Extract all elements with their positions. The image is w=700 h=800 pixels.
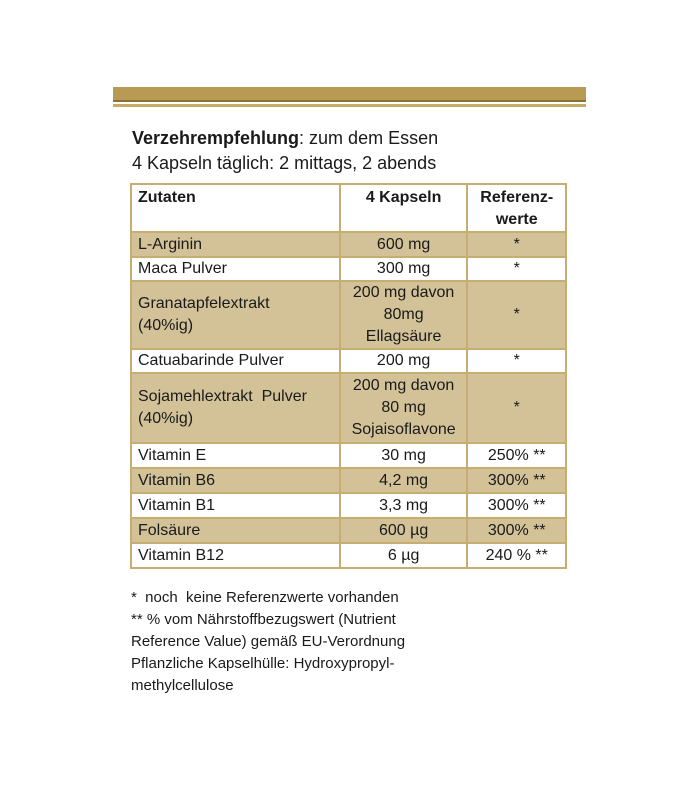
ingredient-name: Maca Pulver: [131, 257, 340, 281]
decorative-gold-bar: [113, 87, 586, 102]
ingredient-reference: 300% **: [467, 493, 566, 518]
ingredient-amount: 30 mg: [340, 443, 468, 468]
ingredient-name: Sojamehlextrakt Pulver (40%ig): [131, 373, 340, 443]
ingredient-reference: 300% **: [467, 468, 566, 493]
decorative-gold-line: [113, 104, 586, 107]
ingredient-amount: 200 mg davon 80 mg Sojaisoflavone: [340, 373, 468, 443]
table-row: [131, 257, 566, 281]
ingredient-name: Folsäure: [131, 518, 340, 543]
ingredient-name: Granatapfelextrakt (40%ig): [131, 281, 340, 349]
ingredient-name: Vitamin B6: [131, 468, 340, 493]
table-header-row: [131, 184, 566, 232]
ingredient-amount: 600 µg: [340, 518, 468, 543]
footnote-line: ** % vom Nährstoffbezugswert (Nutrient: [131, 611, 396, 628]
table-row: [131, 232, 566, 257]
dosage-recommendation: [132, 126, 438, 176]
ingredient-reference: *: [467, 349, 566, 373]
ingredients-table: [130, 183, 567, 569]
ingredient-name: Vitamin E: [131, 443, 340, 468]
ingredient-reference: *: [467, 373, 566, 443]
header-ingredients: Zutaten: [131, 184, 340, 232]
footnote-line: * noch keine Referenzwerte vorhanden: [131, 589, 399, 606]
dosage-schedule: 4 Kapseln täglich: 2 mittags, 2 abends: [132, 153, 437, 173]
table-row: [131, 493, 566, 518]
table-row: [131, 281, 566, 349]
ingredient-name: Vitamin B1: [131, 493, 340, 518]
footnote-line: Reference Value) gemäß EU-Verordnung: [131, 633, 406, 650]
ingredient-amount: 6 µg: [340, 543, 468, 568]
ingredient-amount: 200 mg: [340, 349, 468, 373]
ingredient-reference: 240 % **: [467, 543, 566, 568]
ingredient-reference: *: [467, 281, 566, 349]
ingredient-amount: 300 mg: [340, 257, 468, 281]
table-row: [131, 443, 566, 468]
dosage-label: Verzehrempfehlung: [132, 128, 300, 148]
ingredient-name: Vitamin B12: [131, 543, 340, 568]
footnote-line: methylcellulose: [131, 677, 234, 694]
ingredient-reference: 300% **: [467, 518, 566, 543]
ingredient-reference: *: [467, 232, 566, 257]
ingredient-amount: 200 mg davon 80mg Ellagsäure: [340, 281, 468, 349]
table-row: [131, 543, 566, 568]
header-amount: 4 Kapseln: [340, 184, 468, 232]
ingredient-reference: *: [467, 257, 566, 281]
ingredient-amount: 600 mg: [340, 232, 468, 257]
table-row: [131, 349, 566, 373]
header-reference: Referenz- werte: [467, 184, 566, 232]
ingredient-name: L-Arginin: [131, 232, 340, 257]
ingredient-amount: 4,2 mg: [340, 468, 468, 493]
ingredient-amount: 3,3 mg: [340, 493, 468, 518]
table-row: [131, 373, 566, 443]
footnote-line: Pflanzliche Kapselhülle: Hydroxypropyl-: [131, 655, 395, 672]
ingredient-reference: 250% **: [467, 443, 566, 468]
dosage-text: : zum dem Essen: [299, 128, 439, 148]
table-row: [131, 518, 566, 543]
table-row: [131, 468, 566, 493]
footnotes: [131, 587, 461, 697]
ingredient-name: Catuabarinde Pulver: [131, 349, 340, 373]
